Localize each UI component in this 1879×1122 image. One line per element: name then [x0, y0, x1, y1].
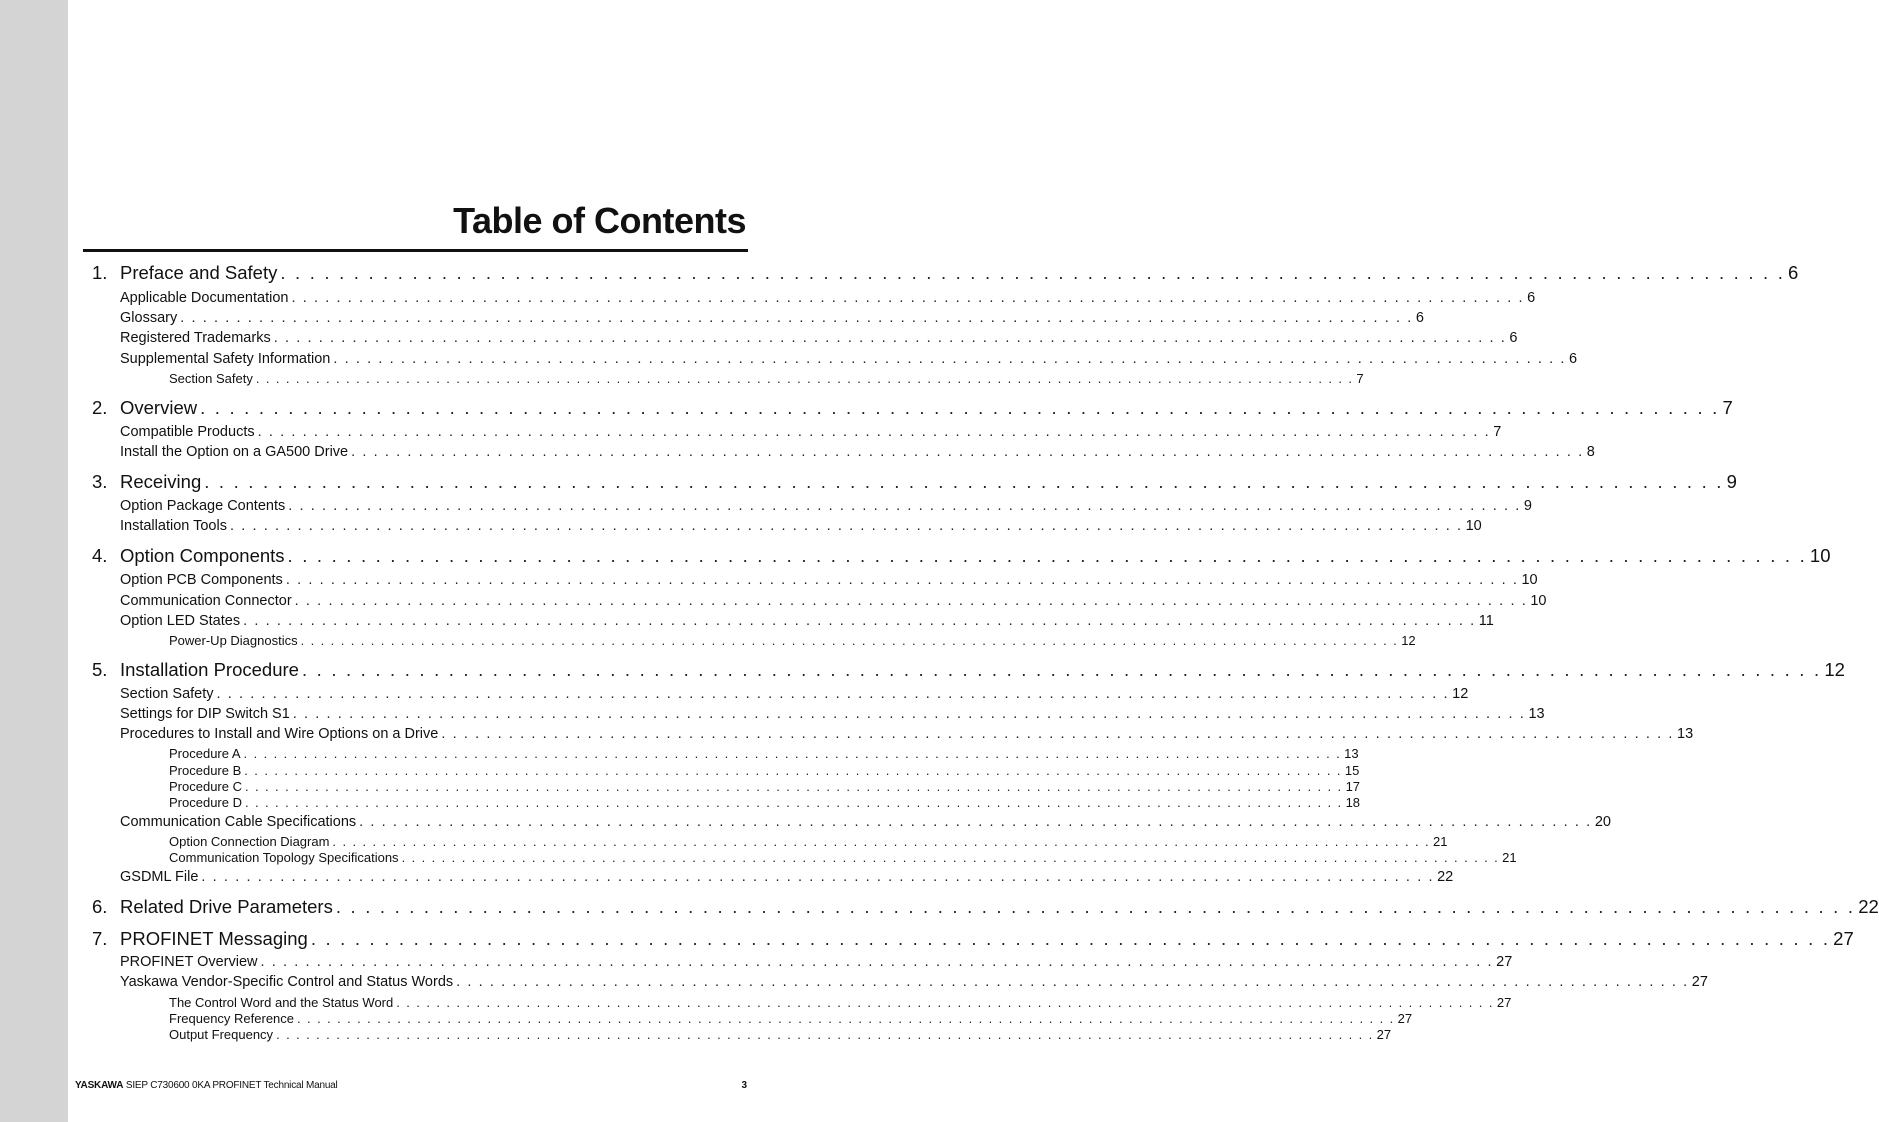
toc-page-number: 10: [1465, 518, 1482, 534]
dot-leader: . . . . . . . . . . . . . . . . . . . . . . . . . . . . . . . . . . . . . . . . . . . . . . . . . . . . . . . . . . . . . . . . . . . . . . . . . . . . . . . . . . . . . . . . . . . . . . . . . . . . . . . . . . . . . .: [244, 779, 1343, 794]
dot-leader: . . . . . . . . . . . . . . . . . . . . . . . . . . . . . . . . . . . . . . . . . . . . . . . . . . . . . . . . . . . . . . . . . . . . . . . . . . . . . . . . . . . . . . . . . . . . . . . . . . . . . . . .: [310, 928, 1831, 949]
toc-page-number: 17: [1345, 779, 1361, 794]
toc-section[interactable]: [120, 498, 1532, 514]
dot-leader: . . . . . . . . . . . . . . . . . . . . . . . . . . . . . . . . . . . . . . . . . . . . . . . . . . . . . . . . . . . . . . . . . . . . . . . . . . . . . . . . . . . . . . . . . . . . . . . . . . . . . . . .: [200, 397, 1720, 418]
toc-chapter-4[interactable]: [92, 545, 1831, 567]
toc-page-number: 7: [1356, 371, 1364, 386]
dot-leader: . . . . . . . . . . . . . . . . . . . . . . . . . . . . . . . . . . . . . . . . . . . . . . . . . . . . . . . . . . . . . . . . . . . . . . . . . . . . . . . . . . . . . . . . . . . . . . . . . . . . . . . . . . . . . .: [396, 995, 1494, 1010]
dot-leader: . . . . . . . . . . . . . . . . . . . . . . . . . . . . . . . . . . . . . . . . . . . . . . . . . . . . . . . . . . . . . . . . . . . . . . . . . . . . . . . . . . . . . . . . . . . . . . . . . . . . . . . . . . . . . .: [243, 746, 1342, 761]
toc-page-number: 27: [1691, 974, 1708, 990]
toc-page-number: 22: [1858, 896, 1879, 917]
toc-chapter-number: 1.: [92, 262, 108, 283]
toc-subsection[interactable]: [169, 1011, 1413, 1026]
dot-leader: . . . . . . . . . . . . . . . . . . . . . . . . . . . . . . . . . . . . . . . . . . . . . . . . . . . . . . . . . . . . . . . . . . . . . . . . . . . . . . . . . . . . . . . . . . . . . . . . . . . . . . . .: [335, 896, 1856, 917]
dot-leader: . . . . . . . . . . . . . . . . . . . . . . . . . . . . . . . . . . . . . . . . . . . . . . . . . . . . . . . . . . . . . . . . . . . . . . . . . . . . . . . . . . . . . . . . . . . . . . . . . . . . . . . . . . . . . .: [300, 633, 1399, 648]
toc-page-number: 10: [1521, 572, 1538, 588]
toc-subsection[interactable]: [169, 746, 1359, 761]
dot-leader: . . . . . . . . . . . . . . . . . . . . . . . . . . . . . . . . . . . . . . . . . . . . . . . . . . . . . . . . . . . . . . . . . . . . . . . . . . . . . . . . . . . . . . . . . . . . . . . . . . . . . . . . . . . . . .: [288, 498, 1521, 514]
dot-leader: . . . . . . . . . . . . . . . . . . . . . . . . . . . . . . . . . . . . . . . . . . . . . . . . . . . . . . . . . . . . . . . . . . . . . . . . . . . . . . . . . . . . . . . . . . . . . . . . . . . . . . . . . . . . . .: [456, 974, 1689, 990]
toc-page-number: 21: [1433, 834, 1448, 849]
dot-leader: . . . . . . . . . . . . . . . . . . . . . . . . . . . . . . . . . . . . . . . . . . . . . . . . . . . . . . . . . . . . . . . . . . . . . . . . . . . . . . . . . . . . . . . . . . . . . . . . . . . . . . . .: [287, 545, 1807, 566]
toc-section[interactable]: [120, 572, 1538, 588]
toc-subsection-title: Procedure B: [169, 763, 242, 778]
toc-section[interactable]: [120, 424, 1502, 440]
toc-page-number: 15: [1344, 763, 1360, 778]
toc-page-number: 9: [1726, 471, 1737, 492]
dot-leader: . . . . . . . . . . . . . . . . . . . . . . . . . . . . . . . . . . . . . . . . . . . . . . . . . . . . . . . . . . . . . . . . . . . . . . . . . . . . . . . . . . . . . . . . . . . . . . . . . . . . . . . . . . . . . .: [229, 518, 1463, 534]
toc-page-number: 6: [1569, 351, 1578, 367]
toc-subsection-title: Frequency Reference: [169, 1011, 295, 1026]
toc-page-number: 27: [1376, 1027, 1392, 1042]
toc-page-number: 6: [1788, 262, 1799, 283]
toc-subsection-title: Section Safety: [169, 371, 253, 386]
dot-leader: . . . . . . . . . . . . . . . . . . . . . . . . . . . . . . . . . . . . . . . . . . . . . . . . . . . . . . . . . . . . . . . . . . . . . . . . . . . . . . . . . . . . . . . . . . . . . . . . . . . . . . . . . . . . . .: [292, 706, 1526, 722]
dot-leader: . . . . . . . . . . . . . . . . . . . . . . . . . . . . . . . . . . . . . . . . . . . . . . . . . . . . . . . . . . . . . . . . . . . . . . . . . . . . . . . . . . . . . . . . . . . . . . . . . . . . . . . . . . . . . .: [243, 613, 1476, 629]
toc-page-number: 12: [1824, 659, 1845, 680]
toc-subsection[interactable]: [169, 633, 1416, 648]
toc-subsection-title: Procedure A: [169, 746, 241, 761]
toc-section-title: Compatible Products: [120, 424, 255, 440]
toc-section[interactable]: [120, 613, 1494, 629]
dot-leader: . . . . . . . . . . . . . . . . . . . . . . . . . . . . . . . . . . . . . . . . . . . . . . . . . . . . . . . . . . . . . . . . . . . . . . . . . . . . . . . . . . . . . . . . . . . . . . . . . . . . . . . . . . . . . .: [244, 795, 1343, 810]
dot-leader: . . . . . . . . . . . . . . . . . . . . . . . . . . . . . . . . . . . . . . . . . . . . . . . . . . . . . . . . . . . . . . . . . . . . . . . . . . . . . . . . . . . . . . . . . . . . . . . . . . . . . . . . . . . . . .: [297, 1011, 1395, 1026]
toc-page-number: 9: [1523, 498, 1532, 514]
toc-subsection-title: Option Connection Diagram: [169, 834, 330, 849]
dot-leader: . . . . . . . . . . . . . . . . . . . . . . . . . . . . . . . . . . . . . . . . . . . . . . . . . . . . . . . . . . . . . . . . . . . . . . . . . . . . . . . . . . . . . . . . . . . . . . . . . . . . . . . . . . . . . .: [257, 424, 1491, 440]
page-footer: [75, 1080, 338, 1091]
toc-subsection[interactable]: [169, 795, 1361, 810]
toc-section-title: PROFINET Overview: [120, 954, 258, 970]
toc-page-number: 11: [1478, 613, 1494, 629]
toc-section[interactable]: [120, 706, 1545, 722]
toc-subsection[interactable]: [169, 850, 1517, 865]
dot-leader: . . . . . . . . . . . . . . . . . . . . . . . . . . . . . . . . . . . . . . . . . . . . . . . . . . . . . . . . . . . . . . . . . . . . . . . . . . . . . . . . . . . . . . . . . . . . . . . . . . . . . . . . . . . . . .: [216, 686, 1450, 702]
toc-section-title: Settings for DIP Switch S1: [120, 706, 290, 722]
toc-subsection[interactable]: [169, 995, 1512, 1010]
toc-page-number: 6: [1415, 310, 1424, 326]
toc-section[interactable]: [120, 954, 1513, 970]
toc-page-number: 13: [1344, 746, 1359, 761]
dot-leader: . . . . . . . . . . . . . . . . . . . . . . . . . . . . . . . . . . . . . . . . . . . . . . . . . . . . . . . . . . . . . . . . . . . . . . . . . . . . . . . . . . . . . . . . . . . . . . . . . . . . . . . . . . . . . .: [441, 726, 1674, 742]
toc-section-title: Procedures to Install and Wire Options on a Drive: [120, 726, 439, 742]
toc-subsection-title: Power-Up Diagnostics: [169, 633, 298, 648]
dot-leader: . . . . . . . . . . . . . . . . . . . . . . . . . . . . . . . . . . . . . . . . . . . . . . . . . . . . . . . . . . . . . . . . . . . . . . . . . . . . . . . . . . . . . . . . . . . . . . . . . . . . . . . . . . . . . .: [285, 572, 1519, 588]
toc-section[interactable]: [120, 726, 1694, 742]
toc-section-title: Section Safety: [120, 686, 214, 702]
toc-page-number: 27: [1496, 954, 1513, 970]
toc-page-number: 27: [1833, 928, 1854, 949]
toc-section-title: GSDML File: [120, 869, 199, 885]
dot-leader: . . . . . . . . . . . . . . . . . . . . . . . . . . . . . . . . . . . . . . . . . . . . . . . . . . . . . . . . . . . . . . . . . . . . . . . . . . . . . . . . . . . . . . . . . . . . . . . . . . . . . . . .: [301, 659, 1822, 680]
toc-chapter-number: 5.: [92, 659, 108, 680]
toc-chapter-title: PROFINET Messaging: [120, 928, 308, 949]
toc-subsection-title: Procedure C: [169, 779, 242, 794]
toc-subsection[interactable]: [169, 763, 1360, 778]
toc-section-title: Option LED States: [120, 613, 241, 629]
toc-chapter-title: Overview: [120, 397, 198, 418]
toc-section-title: Option PCB Components: [120, 572, 283, 588]
toc-chapter-6[interactable]: [92, 896, 1879, 918]
dot-leader: . . . . . . . . . . . . . . . . . . . . . . . . . . . . . . . . . . . . . . . . . . . . . . . . . . . . . . . . . . . . . . . . . . . . . . . . . . . . . . . . . . . . . . . . . . . . . . . . . . . . . . . . . . . . . .: [260, 954, 1494, 970]
toc-chapter-title: Installation Procedure: [120, 659, 299, 680]
toc-chapter-title: Related Drive Parameters: [120, 896, 333, 917]
toc-chapter-2[interactable]: [92, 397, 1733, 419]
toc-section[interactable]: [120, 290, 1536, 306]
toc-chapter-title: Option Components: [120, 545, 285, 566]
toc-subsection[interactable]: [169, 371, 1364, 386]
dot-leader: . . . . . . . . . . . . . . . . . . . . . . . . . . . . . . . . . . . . . . . . . . . . . . . . . . . . . . . . . . . . . . . . . . . . . . . . . . . . . . . . . . . . . . . . . . . . . . . . . . . . . . . . . . . . . .: [244, 763, 1342, 778]
dot-leader: . . . . . . . . . . . . . . . . . . . . . . . . . . . . . . . . . . . . . . . . . . . . . . . . . . . . . . . . . . . . . . . . . . . . . . . . . . . . . . . . . . . . . . . . . . . . . . . . . . . . . . . . . . . . . .: [401, 850, 1500, 865]
toc-section-title: Install the Option on a GA500 Drive: [120, 444, 349, 460]
toc-page-number: 27: [1397, 1011, 1413, 1026]
toc-subsection-title: Communication Topology Specifications: [169, 850, 399, 865]
toc-subsection[interactable]: [169, 834, 1448, 849]
dot-leader: . . . . . . . . . . . . . . . . . . . . . . . . . . . . . . . . . . . . . . . . . . . . . . . . . . . . . . . . . . . . . . . . . . . . . . . . . . . . . . . . . . . . . . . . . . . . . . . . . . . . . . . . . . . . . .: [276, 1027, 1374, 1042]
toc-section-title: Installation Tools: [120, 518, 227, 534]
toc-chapter-title: Receiving: [120, 471, 202, 492]
toc-chapter-number: 4.: [92, 545, 108, 566]
toc-subsection-title: Output Frequency: [169, 1027, 274, 1042]
toc-page-number: 21: [1502, 850, 1517, 865]
toc-section-title: Registered Trademarks: [120, 330, 271, 346]
footer-brand: YASKAWA: [75, 1080, 124, 1091]
toc-section-title: Supplemental Safety Information: [120, 351, 331, 367]
toc-section-title: Yaskawa Vendor-Specific Control and Status Words: [120, 974, 454, 990]
dot-leader: . . . . . . . . . . . . . . . . . . . . . . . . . . . . . . . . . . . . . . . . . . . . . . . . . . . . . . . . . . . . . . . . . . . . . . . . . . . . . . . . . . . . . . . . . . . . . . . . . . . . . . . . . . . . . .: [255, 371, 1354, 386]
dot-leader: . . . . . . . . . . . . . . . . . . . . . . . . . . . . . . . . . . . . . . . . . . . . . . . . . . . . . . . . . . . . . . . . . . . . . . . . . . . . . . . . . . . . . . . . . . . . . . . . . . . . . . . . . . . . . .: [201, 869, 1435, 885]
toc-chapter-1[interactable]: [92, 262, 1799, 284]
toc-section[interactable]: [120, 974, 1708, 990]
page-title: Table of Contents: [453, 200, 746, 241]
footer-page-number: 3: [741, 1080, 747, 1091]
toc-page-number: 18: [1345, 795, 1361, 810]
dot-leader: . . . . . . . . . . . . . . . . . . . . . . . . . . . . . . . . . . . . . . . . . . . . . . . . . . . . . . . . . . . . . . . . . . . . . . . . . . . . . . . . . . . . . . . . . . . . . . . . . . . . . . . . . . . . . .: [351, 444, 1584, 460]
toc-section[interactable]: [120, 351, 1578, 367]
dot-leader: . . . . . . . . . . . . . . . . . . . . . . . . . . . . . . . . . . . . . . . . . . . . . . . . . . . . . . . . . . . . . . . . . . . . . . . . . . . . . . . . . . . . . . . . . . . . . . . . . . . . . . . . . . . . . .: [180, 310, 1413, 326]
dot-leader: . . . . . . . . . . . . . . . . . . . . . . . . . . . . . . . . . . . . . . . . . . . . . . . . . . . . . . . . . . . . . . . . . . . . . . . . . . . . . . . . . . . . . . . . . . . . . . . . . . . . . . . . . . . . . .: [333, 351, 1567, 367]
toc-section-title: Option Package Contents: [120, 498, 286, 514]
toc-page-number: 10: [1809, 545, 1831, 566]
toc-subsection[interactable]: [169, 1027, 1392, 1042]
toc-page-number: 27: [1496, 995, 1512, 1010]
toc-section[interactable]: [120, 330, 1518, 346]
toc-chapter-7[interactable]: [92, 928, 1854, 950]
toc-chapter-number: 2.: [92, 397, 108, 418]
footer-document-title: SIEP C730600 0KA PROFINET Technical Manual: [125, 1080, 338, 1091]
toc-page-number: 7: [1722, 397, 1733, 418]
toc-subsection[interactable]: [169, 779, 1361, 794]
toc-page-number: 8: [1586, 444, 1595, 460]
toc-section[interactable]: [120, 686, 1469, 702]
toc-chapter-number: 7.: [92, 928, 108, 949]
toc-chapter-3[interactable]: [92, 471, 1737, 493]
dot-leader: . . . . . . . . . . . . . . . . . . . . . . . . . . . . . . . . . . . . . . . . . . . . . . . . . . . . . . . . . . . . . . . . . . . . . . . . . . . . . . . . . . . . . . . . . . . . . . . . . . . . . . . . . . . . . .: [273, 330, 1507, 346]
toc-section-title: Communication Connector: [120, 593, 292, 609]
toc-chapter-title: Preface and Safety: [120, 262, 278, 283]
dot-leader: . . . . . . . . . . . . . . . . . . . . . . . . . . . . . . . . . . . . . . . . . . . . . . . . . . . . . . . . . . . . . . . . . . . . . . . . . . . . . . . . . . . . . . . . . . . . . . . . . . . . . . . . . . . . . .: [332, 834, 1431, 849]
toc-section-title: Applicable Documentation: [120, 290, 289, 306]
toc-page-number: 12: [1401, 633, 1416, 648]
toc-section[interactable]: [120, 593, 1547, 609]
toc-page-number: 7: [1493, 424, 1502, 440]
toc-page-number: 6: [1527, 290, 1536, 306]
toc-chapter-5[interactable]: [92, 659, 1845, 681]
dot-leader: . . . . . . . . . . . . . . . . . . . . . . . . . . . . . . . . . . . . . . . . . . . . . . . . . . . . . . . . . . . . . . . . . . . . . . . . . . . . . . . . . . . . . . . . . . . . . . . . . . . . . . . .: [204, 471, 1724, 492]
toc-page-number: 20: [1594, 814, 1611, 830]
toc-chapter-number: 6.: [92, 896, 108, 917]
toc-chapter-number: 3.: [92, 471, 108, 492]
toc-section[interactable]: [120, 814, 1611, 830]
toc-page-number: 13: [1677, 726, 1694, 742]
toc-page-number: 6: [1509, 330, 1518, 346]
toc-section-title: Glossary: [120, 310, 178, 326]
dot-leader: . . . . . . . . . . . . . . . . . . . . . . . . . . . . . . . . . . . . . . . . . . . . . . . . . . . . . . . . . . . . . . . . . . . . . . . . . . . . . . . . . . . . . . . . . . . . . . . . . . . . . . .: [280, 262, 1786, 283]
toc-page-number: 10: [1530, 593, 1547, 609]
toc-section[interactable]: [120, 518, 1482, 534]
toc-page-number: 22: [1437, 869, 1454, 885]
dot-leader: . . . . . . . . . . . . . . . . . . . . . . . . . . . . . . . . . . . . . . . . . . . . . . . . . . . . . . . . . . . . . . . . . . . . . . . . . . . . . . . . . . . . . . . . . . . . . . . . . . . . . . . . . . . . . .: [359, 814, 1592, 830]
toc-subsection-title: The Control Word and the Status Word: [169, 995, 394, 1010]
toc-section[interactable]: [120, 869, 1454, 885]
toc-page-number: 13: [1528, 706, 1545, 722]
toc-subsection-title: Procedure D: [169, 795, 242, 810]
dot-leader: . . . . . . . . . . . . . . . . . . . . . . . . . . . . . . . . . . . . . . . . . . . . . . . . . . . . . . . . . . . . . . . . . . . . . . . . . . . . . . . . . . . . . . . . . . . . . . . . . . . . . . . . . . . . . .: [294, 593, 1528, 609]
toc-section-title: Communication Cable Specifications: [120, 814, 357, 830]
toc-page-number: 12: [1452, 686, 1469, 702]
dot-leader: . . . . . . . . . . . . . . . . . . . . . . . . . . . . . . . . . . . . . . . . . . . . . . . . . . . . . . . . . . . . . . . . . . . . . . . . . . . . . . . . . . . . . . . . . . . . . . . . . . . . . . . . . . . . . .: [291, 290, 1525, 306]
toc-section[interactable]: [120, 310, 1424, 326]
toc-section[interactable]: [120, 444, 1595, 460]
